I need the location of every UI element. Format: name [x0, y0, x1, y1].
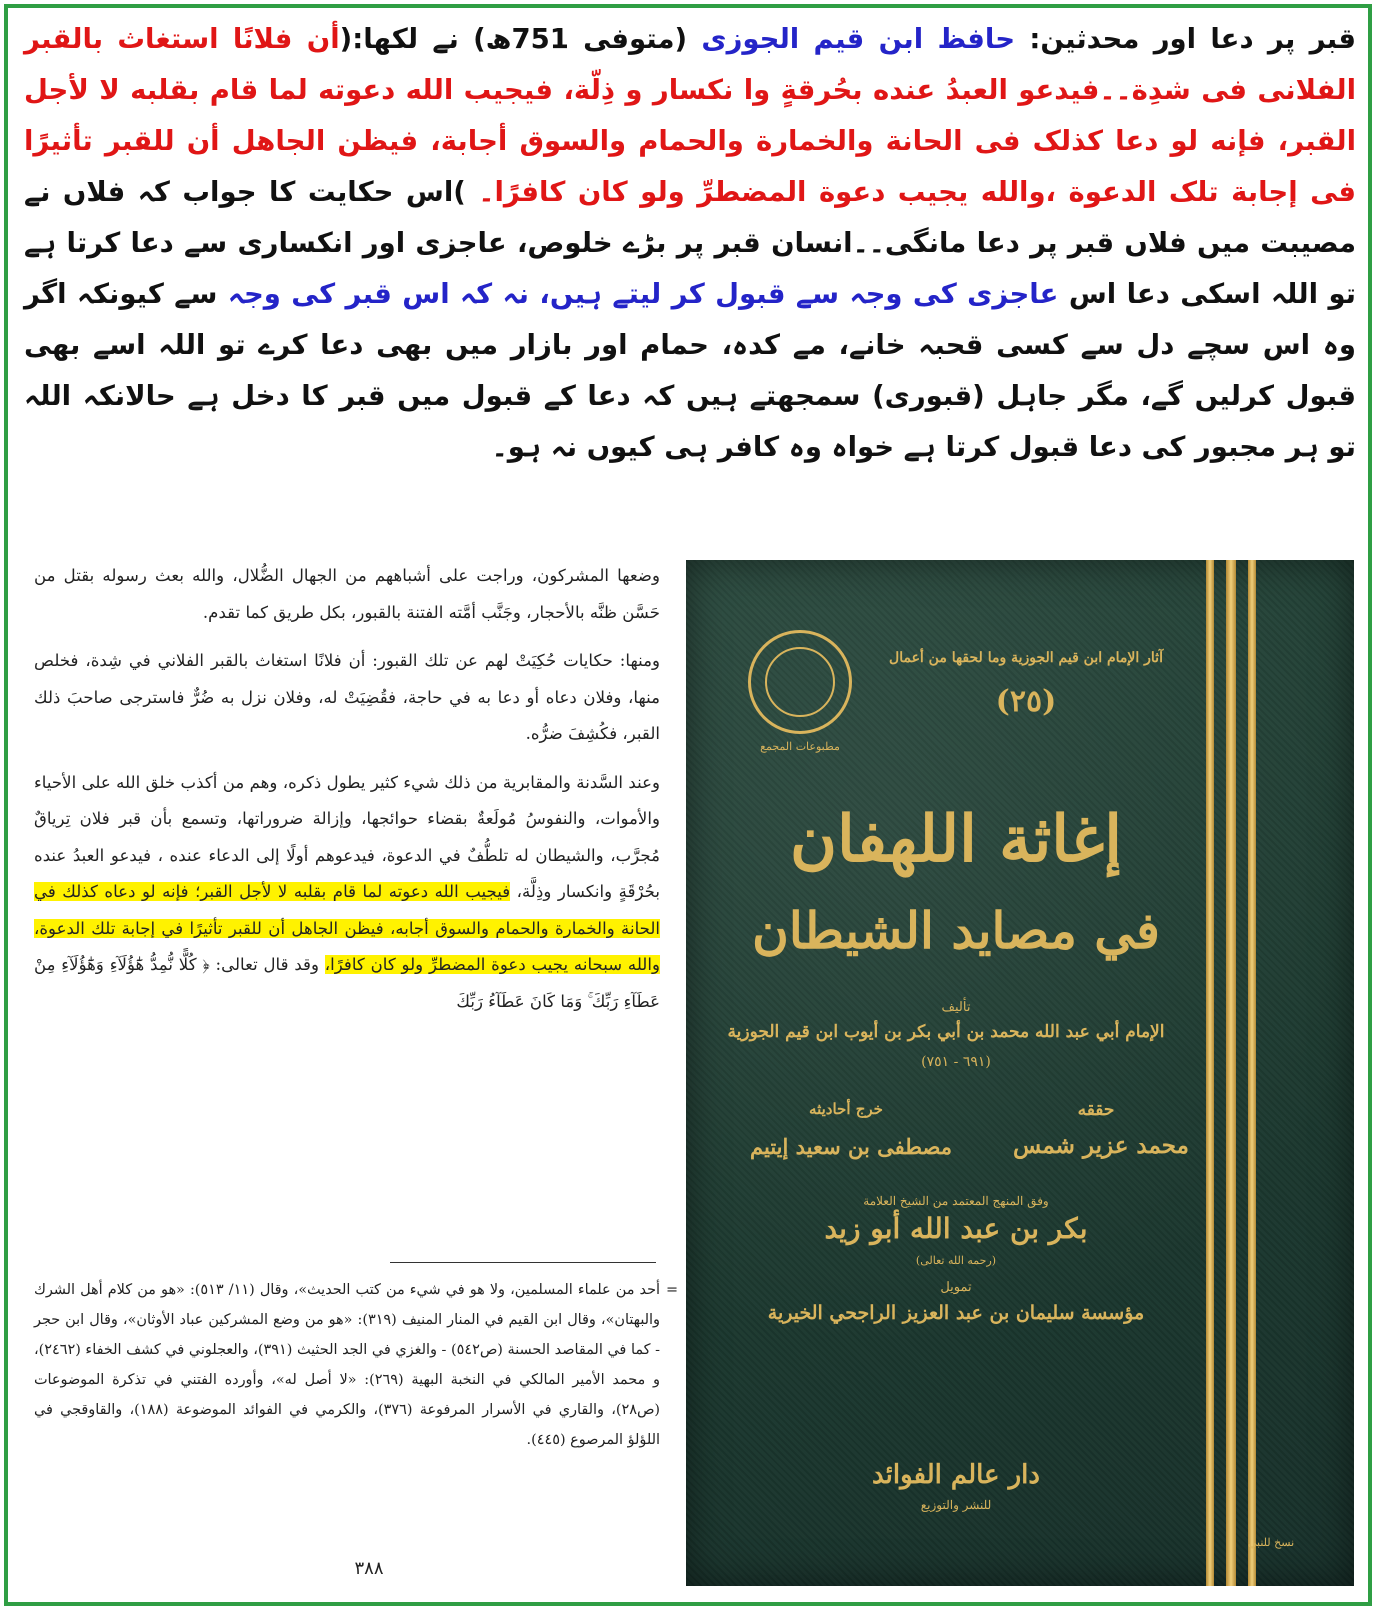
arabic-paragraph-1: وضعها المشركون، وراجت على أشباههم من الجهال الضُّلال، والله بعث رسوله بقتل من حَسَّن ظنَّه بالأحجار، وجَنَّب أمَّته الفتنة بالقبور، بكل طريق كما تقدم. [34, 566, 660, 622]
cover-small-publisher: مطبوعات المجمع [760, 740, 840, 753]
cover-supervisor: بكر بن عبد الله أبو زيد [824, 1212, 1088, 1245]
cover-title-1: إغاثة اللهفان [790, 802, 1122, 877]
cover-volume: (٢٥) [995, 684, 1057, 719]
cover-hadith-editor: مصطفى بن سعيد إيتيم [750, 1134, 952, 1159]
gold-stripe [1226, 560, 1236, 1586]
page-number: ٣٨٨ [354, 1558, 384, 1579]
cover-title-2: في مصايد الشيطان [752, 901, 1160, 960]
cover-author-label: تأليف [941, 1000, 971, 1015]
cover-corner-note: نسخ للنبي [1247, 1536, 1295, 1549]
cover-publisher-sub: للنشر والتوزيع [920, 1498, 992, 1512]
arabic-quote: أن فلانًا استغاث بالقبر الفلانی فی شدِة۔۔فیدعو العبدُ عنده بحُرقةٍ وا نكسار و ذِلّة، فیجیب الله دعوته لما قام بقلبه لا لأجل القبر، فإنه لو دعا كذلک فی الحانة والخمارة والحمام والسوق أجابة، فیظن الجاهل أن للقبر تأثیرًا فی إجابة تلک الدعوة ،والله یجیب دعوة المضطرِّ ولو كان كافرًا۔ [24, 23, 1356, 208]
highlighted-passage: فيجيب الله دعوته لما قام بقلبه لا لأجل القبر؛ فإنه لو دعاه كذلك في الحانة والخمارة والحمام والسوق أجابه، فيظن الجاهل أن للقبر تأثيرًا في إجابة تلك الدعوة، والله سبحانه يجيب دعوة المضطرِّ ولو كان كافرًا، [34, 882, 660, 974]
cover-supervisor-note: (رحمه الله تعالى) [915, 1254, 997, 1267]
cover-dates: (٦٩١ - ٧٥١) [921, 1054, 991, 1070]
arabic-book-page [34, 558, 660, 1032]
cover-funding-label: تمويل [940, 1280, 972, 1295]
death-year: (متوفی 751ھ) نے لکھا:( [339, 23, 702, 55]
scholar-name: حافظ ابن قیم الجوزی [701, 23, 1016, 55]
cover-publisher: دار عالم الفوائد [872, 1460, 1040, 1490]
cover-series: آثار الإمام ابن قيم الجوزية وما لحقها من أعمال [889, 650, 1163, 666]
cover-hadith-label: خرج أحاديثه [809, 1100, 883, 1118]
cover-funder: مؤسسة سليمان بن عبد العزيز الراجحي الخيرية [767, 1302, 1145, 1324]
seal-emblem [748, 630, 852, 734]
gold-stripe [1248, 560, 1256, 1586]
footnote [34, 1275, 678, 1455]
urdu-intro: قبر پر دعا اور محدثین: [1015, 23, 1356, 55]
cover-author: الإمام أبي عبد الله محمد بن أبي بكر بن أيوب ابن قيم الجوزية [727, 1022, 1165, 1042]
book-cover [686, 560, 1354, 1586]
urdu-part2: سے کیونکہ اگر وہ اس سچے دل سے کسی قحبہ خانے، مے کدہ، حمام اور بازار میں بھی دعا کرے تو اللہ اسے بھی قبول کرلیں گے، مگر جاہل (قبوری) سمجھتے ہیں کہ دعا کے قبول میں قبر کا دخل ہے حالانکہ اللہ تو ہر مجبور کی دعا قبول کرتا ہے خواہ وہ کافر ہی کیوں نہ ہو۔ [24, 278, 1356, 463]
urdu-part1: )اس حکایت کا جواب کہ فلاں نے مصیبت میں فلاں قبر پر دعا مانگی۔۔انسان قبر پر بڑے خلوص، عاجزی اور انکساری سے دعا کرتا ہے تو اللہ اسکی دعا اس [24, 176, 1357, 310]
urdu-blue-emphasis: عاجزی کی وجہ سے قبول کر لیتے ہیں، نہ کہ اس قبر کی وجہ [227, 278, 1059, 310]
cover-editor-label: حققه [1077, 1100, 1115, 1120]
para3-end: وقد قال تعالى: ﴿ كُلًّا نُّمِدُّ هَٰٓؤُلَآءِ وَهَٰٓؤُلَآءِ مِنْ عَطَآءِ رَبِّكَ ۚ وَمَا كَانَ عَطَآءُ رَبِّكَ [34, 955, 660, 1011]
arabic-paragraph-2: ومنها: حكايات حُكِيَتْ لهم عن تلك القبور: أن فلانًا استغاث بالقبر الفلاني في شِدة، فخلص منها، وفلان دعاه أو دعا به في حاجة، فقُضِيَتْ له، وفلان نزل به ضُرٌّ فاسترجى صاحبَ ذلك القبر، فكُشِفَ ضرُّه. [34, 651, 660, 743]
cover-editor: محمد عزير شمس [1013, 1132, 1189, 1159]
footnote-text: أحد من علماء المسلمين، ولا هو في شيء من كتب الحديث»، وقال (١١/ ٥١٣): «هو من كلام أهل الشرك والبهتان»، وقال ابن القيم في المنار المنيف (٣١٩): «هو من وضع المشركين عباد الأوثان»، وقال ابن حجر - كما في المقاصد الحسنة (ص٥٤٢) - والغزي في الجد الحثيث (٣٩١)، والعجلوني في كشف الخفاء (٢٤٦٢)، و محمد الأمير المالكي في النخبة البهية (٢٦٩): «لا أصل له»، وأورده الفتني في تذكرة الموضوعات (ص٢٨)، والقاري في الأسرار المرفوعة (٣٧٦)، والكرمي في الفوائد الموضوعة (١٨٨)، والقاوقجي في اللؤلؤ المرصوع (٤٤٥). [34, 1282, 661, 1448]
gold-stripe [1206, 560, 1214, 1586]
cover-supervision-label: وفق المنهج المعتمد من الشيخ العلامة [863, 1194, 1049, 1208]
para3-start: وعند السَّدنة والمقابرية من ذلك شيء كثير يطول ذكره، وهم من أكذب خلق الله على الأحياء والأموات، والنفوسُ مُولَعةٌ بقضاء حوائجها، وإزالة ضروراتها، وتسمع بأن قبر فلان تِرياقٌ مُجرَّب، والشيطان له تلطُّفٌ في الدعوة، فيدعوهم أولًا إلى الدعاء عنده ، فيدعو العبدُ عنده بحُرْقَةٍ وانكسار وذِلَّة، [34, 772, 660, 901]
footnote-divider [390, 1262, 656, 1263]
footnote-mark: = [665, 1282, 678, 1298]
urdu-commentary [24, 14, 1356, 473]
arabic-paragraph-3 [34, 765, 660, 1021]
